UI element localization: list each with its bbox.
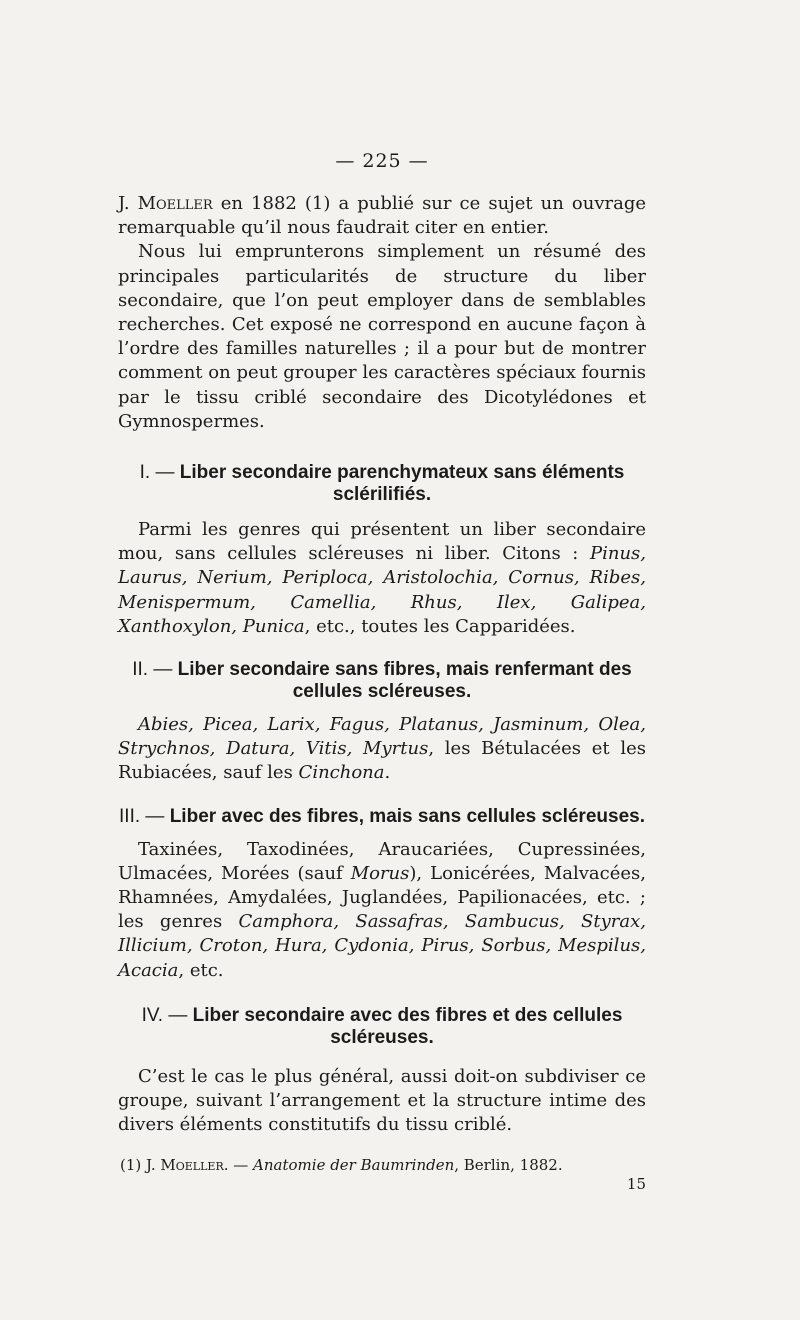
author-name: J. Moeller <box>118 193 213 214</box>
section-heading-2: II. — Liber secondaire sans fibres, mais renfermant des cellules scléreuses. <box>132 659 632 703</box>
genus-name: Cinchona <box>298 762 385 784</box>
section-4-body: C’est le cas le plus général, aussi doit-on subdiviser ce groupe, suivant l’arrangement et la structure intime des divers éléments constitutifs du tissu criblé. <box>118 1065 646 1136</box>
genus-name: Morus <box>350 862 410 884</box>
genus-list: Abies, Picea, Larix, Fagus, Platanus, Jasminum, Olea, Strychnos, Datura, Vitis, Myrtus <box>118 714 646 760</box>
genus-list: Camphora, Sassafras, Sambucus, Styrax, Illicium, Croton, Hura, Cydonia, Pirus, Sorbus, Mespilus, Acacia <box>118 911 647 981</box>
page-number: — 225 — <box>335 150 429 172</box>
section-heading-3: III. — Liber avec des fibres, mais sans cellules scléreuses. <box>119 805 645 827</box>
intro-paragraph-1: J. Moeller en 1882 (1) a publié sur ce sujet un ouvrage remarquable qu’il nous faudrait citer en entier. <box>118 193 647 239</box>
footnote-author: J. Moeller <box>146 1156 224 1175</box>
section-heading-4: IV. — Liber secondaire avec des fibres et des cellules scléreuses. <box>141 1004 623 1048</box>
section-3-body: Taxinées, Taxodinées, Araucariées, Cupressinées, Ulmacées, Morées (sauf Morus), Lonicérées, Malvacées, Rhamnées, Amydalées, Juglandées, Papilionacées, etc. ; les genres Camphora, Sassafras, Sambucus, Styrax, Illicium, Croton, Hura, Cydonia, Pirus, Sorbus, Mespilus, Acacia, etc. <box>118 838 647 981</box>
printer-signature: 15 <box>626 1175 646 1194</box>
section-heading-1: I. — Liber secondaire parenchymateux sans éléments sclérilifiés. <box>139 462 625 506</box>
document-page <box>118 150 646 1193</box>
footnote-title: Anatomie der Baumrinden <box>253 1156 455 1175</box>
section-2-body: Abies, Picea, Larix, Fagus, Platanus, Jasminum, Olea, Strychnos, Datura, Vitis, Myrtus, les Bétulacées et les Rubiacées, sauf les Cinchona. <box>118 714 646 784</box>
footnote: (1) J. Moeller. — Anatomie der Baumrinden, Berlin, 1882. <box>120 1156 563 1175</box>
intro-paragraph-2: Nous lui emprunterons simplement un résumé des principales particularités de structure du liber secondaire, que l’on peut employer dans de semblables recherches. Cet exposé ne correspond en aucune façon à l’ordre des familles naturelles ; il a pour but de montrer comment on peut grouper les caractères spéciaux fournis par le tissu criblé secondaire des Dicotylédones et Gymnospermes. <box>118 241 646 432</box>
genus-list: Pinus, Laurus, Nerium, Periploca, Aristolochia, Cornus, Ribes, Menispermum, Camellia, Rhus, Ilex, Galipea, Xanthoxylon, Punica <box>118 543 646 637</box>
section-1-body: Parmi les genres qui présentent un liber secondaire mou, sans cellules scléreuses ni liber. Citons : Pinus, Laurus, Nerium, Periploca, Aristolochia, Cornus, Ribes, Menispermum, Camellia, Rhus, Ilex, Galipea, Xanthoxylon, Punica, etc., toutes les Capparidées. <box>118 519 646 637</box>
